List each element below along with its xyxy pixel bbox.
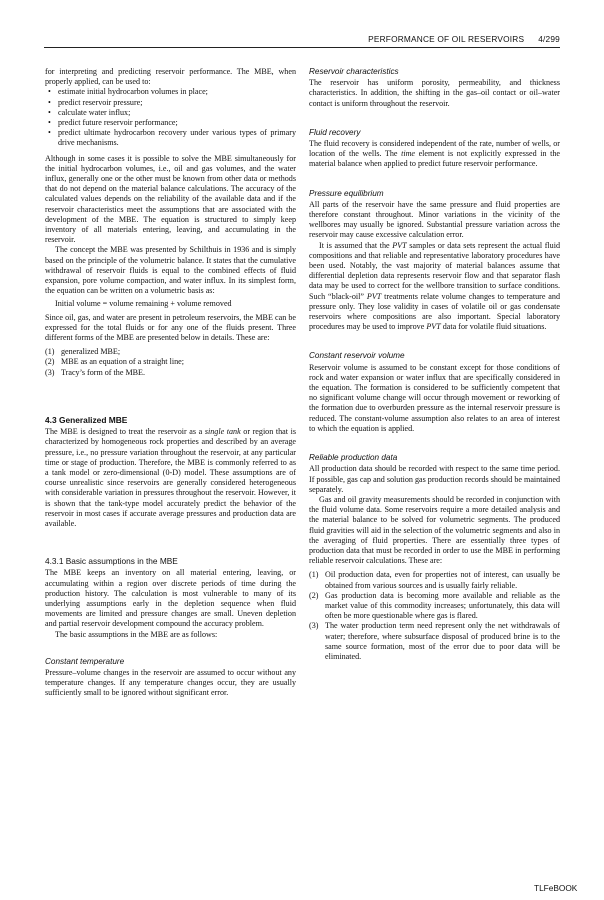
list-item: • estimate initial hydrocarbon volumes in place; — [45, 87, 296, 97]
production-data-list — [309, 570, 560, 662]
paragraph: Gas and oil gravity measurements should be recorded in conjunction with the fluid volume data. Some reservoirs require a more detailed analysis and the material balance to be solved for volumetric segments. The produced fluid gravities will aid in the selection of the volumetric segments and also in the averaging of fluid properties. There are essentially three types of production data that must be recorded in order to use the MBE in performing reliable reservoir calculations. These are: — [309, 494, 560, 566]
paragraph: All production data should be recorded with respect to the same time period. If possible, gas cap and solution gas production records should be maintained separately. — [309, 464, 560, 494]
paragraph: It is assumed that the PVT samples or data sets represent the actual fluid compositions and that reliable and representative laboratory procedures have been used. Notably, the vast majority of material balances assume that differential depletion data represents reservoir flow and that separator flash data may be used to correct for the wellbore transition to surface conditions. Such “black-oil” PVT treatments relate volume changes to temperature and pressure only. They lose validity in cases of volatile oil or gas condensate reservoirs where compositions are also important. Special laboratory procedures may be used to improve PVT data for volatile fluid situations. — [309, 240, 560, 332]
page-number: 4/299 — [538, 34, 560, 44]
list-item: • predict future reservoir performance; — [45, 118, 296, 128]
paragraph: The reservoir has uniform porosity, permeability, and thickness characteristics. In addition, the shifting in the gas–oil contact or oil–water contact is uniform throughout the reservoir. — [309, 78, 560, 108]
heading-reliable-production-data: Reliable production data — [309, 453, 398, 463]
heading-constant-temperature: Constant temperature — [45, 656, 125, 666]
heading-constant-reservoir-volume: Constant reservoir volume — [309, 351, 405, 361]
list-item: (2) Gas production data is becoming more available and reliable as the market value of this commodity increases; unfortunately, this data will often be more questionable where gas is flared. — [309, 590, 560, 621]
list-item: (3) Tracy’s form of the MBE. — [45, 367, 146, 377]
list-item: • calculate water influx; — [45, 108, 296, 118]
running-title: PERFORMANCE OF OIL RESERVOIRS — [368, 34, 525, 44]
paragraph: The fluid recovery is considered independent of the rate, number of wells, or location of the wells. The time element is not explicitly expressed in the material balance when applied to predict future reservoir performance. — [309, 139, 560, 169]
paragraph: The MBE keeps an inventory on all material entering, leaving, or accumulating within a region over discrete periods of time during the production history. The calculation is most vulnerable to many of its underlying assumptions early in the depletion sequence when fluid movements are limited and pressure changes are small. Uneven depletion and partial reservoir development compound the accuracy problem. — [45, 568, 296, 629]
list-item: • predict reservoir pressure; — [45, 98, 296, 108]
forms-list — [45, 347, 296, 378]
paragraph: Reservoir volume is assumed to be constant except for those conditions of rock and water expansion or water influx that are specifically considered in the equation. The formation is considered to be sufficiently competent that no significant volume change will occur through movement or reworking of the formation due to overburden pressure as the internal reservoir pressure is reduced. The constant-volume assumption also relates to an area of interest to which the equation is applied. — [309, 362, 560, 433]
paragraph: All parts of the reservoir have the same pressure and fluid properties are therefore constant throughout. Minor variations in the vicinity of the wellbores may usually be ignored. Substantial pressure variation across the reservoir may cause excessive calculation error. — [309, 199, 560, 240]
paragraph: Pressure–volume changes in the reservoir are assumed to occur without any temperature changes. If any temperature changes occur, they are usually sufficiently small to be ignored without significant error. — [45, 667, 296, 698]
uses-list — [45, 87, 296, 148]
subsection-heading-4-3-1: 4.3.1 Basic assumptions in the MBE — [45, 556, 178, 567]
list-item: (2) MBE as an equation of a straight line; — [45, 357, 184, 367]
paragraph: The MBE is designed to treat the reservoir as a single tank or region that is characterized by homogeneous rock properties and described by an average pressure, i.e., no pressure variation throughout the reservoir, at any particular time or stage of production. Therefore, the MBE is commonly referred to as a tank model or zero-dimensional (0-D) model. These assumptions are of course unrealistic since reservoirs are generally considered heterogeneous with considerable variation in pressures throughout the reservoir. However, it is shown that the tank-type model accurately predict the behavior of the reservoir in most cases if accurate average pressures and production data are available. — [45, 427, 296, 528]
list-item: • predict ultimate hydrocarbon recovery under various types of primary drive mechanisms. — [45, 128, 296, 148]
heading-fluid-recovery: Fluid recovery — [309, 127, 361, 137]
paragraph: Since oil, gas, and water are present in petroleum reservoirs, the MBE can be expressed for the total fluids or for any one of the fluids present. Three different forms of the MBE are presented below in details. These are: — [45, 312, 296, 343]
paragraph: The basic assumptions in the MBE are as follows: — [55, 629, 218, 639]
running-header — [0, 34, 560, 44]
footer-watermark: TLFeBOOK — [534, 883, 578, 893]
paragraph: The concept the MBE was presented by Schilthuis in 1936 and is simply based on the principle of the volumetric balance. It states that the cumulative withdrawal of reservoir fluids is equal to the combined effects of fluid expansion, pore volume compaction, and water influx. In its simplest form, the equation can be written on a volumetric basis as: — [45, 245, 296, 296]
right-column — [309, 67, 560, 662]
list-item: (1) Oil production data, even for properties not of interest, can usually be obtained from various sources and is usually fairly reliable. — [309, 570, 560, 590]
section-heading-4-3: 4.3 Generalized MBE — [45, 414, 128, 425]
left-column — [45, 67, 296, 699]
equation: Initial volume = volume remaining + volume removed — [55, 299, 232, 309]
heading-reservoir-characteristics: Reservoir characteristics — [309, 67, 399, 76]
list-item: (3) The water production term need represent only the net withdrawals of water; therefore, where subsurface disposal of produced brine is to the same source formation, most of the error due to poor data will be eliminated. — [309, 621, 560, 661]
intro-paragraph: for interpreting and predicting reservoir performance. The MBE, when properly applied, can be used to: — [45, 67, 296, 87]
list-item: (1) generalized MBE; — [45, 347, 121, 357]
header-rule — [44, 47, 560, 48]
paragraph: Although in some cases it is possible to solve the MBE simultaneously for the initial hydrocarbon volumes, i.e., oil and gas volumes, and the water influx, generally one or the other must be known from other data or methods that do not depend on the material balance calculations. The accuracy of the calculated values depends on the reliability of the available data and if the reservoir characteristics meet the assumptions that are associated with the development of the MBE. The equation is structured to simply keep inventory of all materials entering, leaving, and accumulating in the reservoir. — [45, 153, 296, 245]
heading-pressure-equilibrium: Pressure equilibrium — [309, 188, 384, 198]
